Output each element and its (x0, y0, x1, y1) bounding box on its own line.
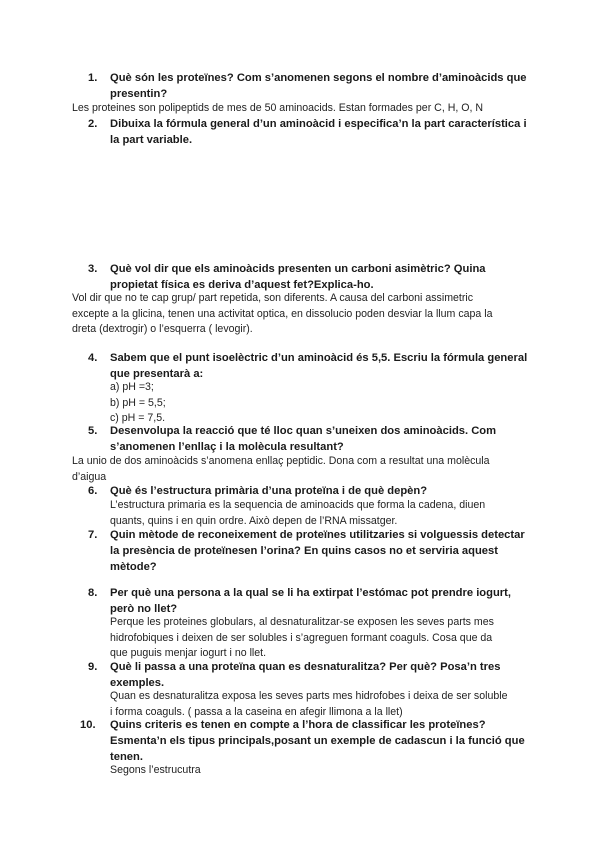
answer-line: d’aigua (72, 470, 107, 483)
answer-line: Vol dir que no te cap grup/ part repetida, son diferents. A causa del carboni assimetric (72, 292, 474, 304)
question-number: 7. (88, 529, 98, 541)
answer-5 (72, 454, 542, 485)
question-text-line: Per què una persona a la qual se li ha extirpat l’estómac pot prendre iogurt, (110, 587, 511, 599)
answer-line: dreta (dextrogir) o l’esquerra ( levogir). (72, 323, 253, 336)
answer-line: La unio de dos aminoàcids s’anomena enllaç peptidic. Dona com a resultat una molècula (72, 455, 490, 467)
answer-10 (110, 763, 540, 779)
question-text-line: exemples. (110, 677, 165, 689)
answer-line: b) pH = 5,5; (110, 396, 166, 409)
question-number: 9. (88, 661, 98, 673)
answer-line: Perque les proteines globulars, al desnaturalitzar-se exposen les seves parts mes (110, 616, 494, 628)
question-number: 6. (88, 485, 98, 497)
question-text-line: la part variable. (110, 134, 193, 146)
question-text-line: Què és l’estructura primària d’una proteïna i de què depèn? (110, 485, 428, 497)
question-number: 10. (80, 719, 96, 731)
question-text-line: presentin? (110, 88, 168, 100)
answer-line: a) pH =3; (110, 381, 154, 393)
question-text-line: Quins criteris es tenen en compte a l’hora de classificar les proteïnes? (110, 719, 486, 731)
question-text-line: la presència de proteïnesen l’orina? En quins casos no et serviria aquest (110, 545, 498, 557)
answer-9 (110, 689, 540, 720)
answer-3 (72, 291, 542, 338)
question-text-line: tenen. (110, 751, 143, 763)
question-text-line: Què li passa a una proteïna quan es desnaturalitza? Per què? Posa’n tres (110, 661, 501, 673)
answer-line: hidrofobiques i deixen de ser solubles i s’agreguen formant coaguls. Cosa que da (110, 631, 493, 644)
question-text-line: Què vol dir que els aminoàcids presenten un carboni asimètric? Quina (110, 263, 486, 275)
question-number: 5. (88, 425, 98, 437)
question-text-line: s’anomenen l’enllaç i la molècula resultant? (110, 441, 344, 453)
answer-line: L’estructura primaria es la sequencia de aminoacids que forma la cadena, diuen (110, 499, 486, 511)
question-text-line: que presentarà a: (110, 368, 204, 380)
question-text-line: Sabem que el punt isoelèctric d’un aminoàcid és 5,5. Escriu la fórmula general (110, 352, 528, 364)
question-text-line: Què són les proteïnes? Com s’anomenen segons el nombre d’aminoàcids que (110, 72, 527, 84)
answer-1 (72, 101, 542, 117)
question-text-line: Dibuixa la fórmula general d’un aminoàcid i especifica’n la part característica i (110, 118, 527, 130)
question-text-line: Desenvolupa la reacció que té lloc quan s’uneixen dos aminoàcids. Com (110, 425, 497, 437)
question-text-line: Quin mètode de reconeixement de proteïnes utilitzaries si volguessis detectar (110, 529, 525, 541)
answer-line: que puguis menjar iogurt i no llet. (110, 647, 267, 660)
question-text-line: propietat física es deriva d’aquest fet?Explica-ho. (110, 279, 374, 291)
answer-line: excepte a la glicina, tenen una activitat optica, en dissolucio poden desviar la llum capa la (72, 307, 493, 320)
question-number: 3. (88, 263, 98, 275)
answer-line: Les proteines son polipeptids de mes de 50 aminoacids. Estan formades per C, H, O, N (72, 102, 484, 114)
question-text-line: Esmenta’n els tipus principals,posant un exemple de cadascun i la funció que (110, 735, 525, 747)
answer-line: quants, quins i en quin ordre. Això depen de l’RNA missatger. (110, 514, 398, 527)
answer-6 (110, 498, 540, 529)
answer-line: Segons l’estrucutra (110, 764, 201, 776)
answer-line: i forma coaguls. ( passa a la caseina en afegir llimona a la llet) (110, 705, 403, 718)
answer-line: Quan es desnaturalitza exposa les seves parts mes hidrofobes i deixa de ser soluble (110, 690, 508, 702)
question-number: 4. (88, 352, 98, 364)
answer-4 (110, 380, 540, 427)
question-text-line: mètode? (110, 561, 157, 573)
question-number: 2. (88, 118, 98, 130)
answer-8 (110, 615, 540, 662)
question-number: 1. (88, 72, 98, 84)
question-number: 8. (88, 587, 98, 599)
question-text-line: però no llet? (110, 603, 178, 615)
answer-line: c) pH = 7,5. (110, 412, 166, 425)
